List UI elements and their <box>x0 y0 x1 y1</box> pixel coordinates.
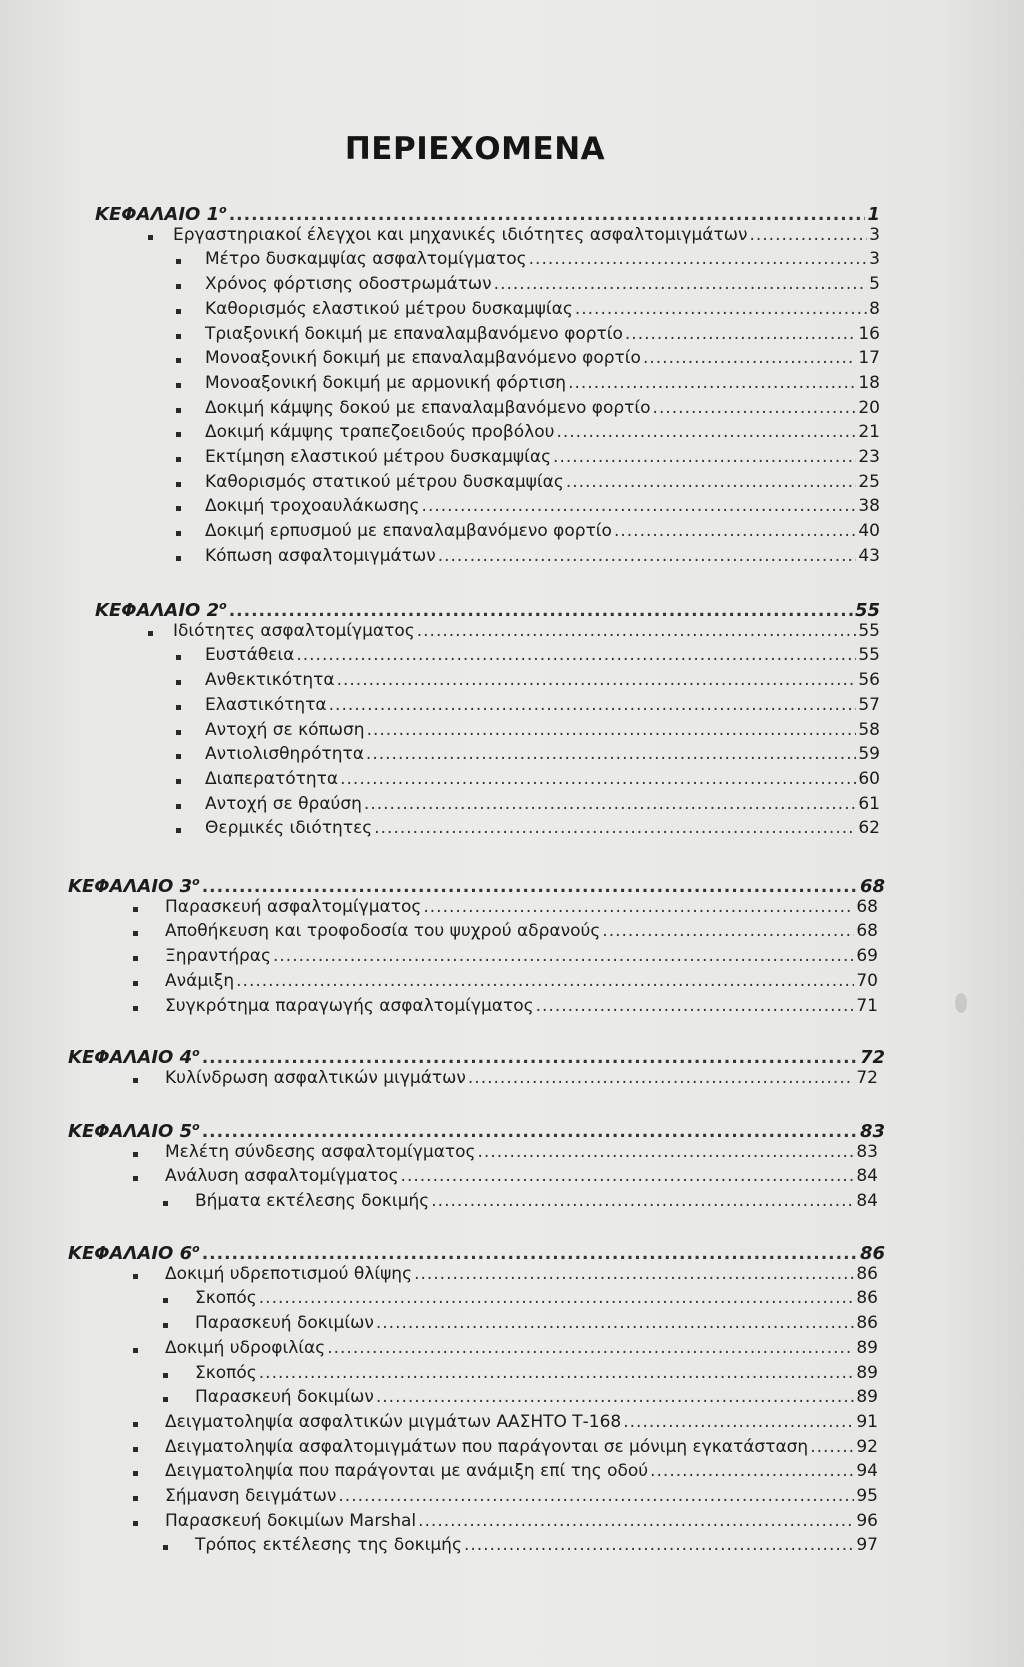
toc-entry-text: Δοκιμή υδρεποτισμού θλίψης <box>165 1263 413 1284</box>
bullet-icon <box>176 754 181 759</box>
bullet-icon <box>148 235 153 240</box>
chapter-heading[interactable] <box>68 1237 885 1264</box>
chapter-label-text: ΚΕΦΑΛΑΙΟ 3 <box>68 876 193 897</box>
toc-entry-text: Ευστάθεια <box>205 645 295 666</box>
leader-dots <box>478 1140 855 1164</box>
chapter-label-superscript: ο <box>192 1242 200 1255</box>
chapter-page-number: 1 <box>867 204 880 225</box>
bullet-icon <box>176 828 181 833</box>
toc-entry[interactable] <box>195 1385 878 1409</box>
bullet-icon <box>133 1078 138 1083</box>
toc-entry-page-number: 68 <box>856 896 878 917</box>
leader-dots <box>259 1361 855 1385</box>
toc-entry[interactable] <box>165 1262 878 1286</box>
toc-entry-text: Ανθεκτικότητα <box>205 670 335 691</box>
toc-entry-page-number: 55 <box>858 645 880 666</box>
bullet-icon <box>163 1323 168 1328</box>
bullet-icon <box>163 1201 168 1206</box>
bullet-icon <box>133 956 138 961</box>
toc-entry-page-number: 95 <box>856 1486 878 1506</box>
toc-entry[interactable] <box>205 643 880 667</box>
toc-entry-text: Ιδιότητες ασφαλτομίγματος <box>173 620 415 641</box>
leader-dots <box>364 792 856 816</box>
toc-entry[interactable] <box>205 816 880 840</box>
toc-entry-page-number: 72 <box>856 1067 878 1088</box>
toc-entry-page-number: 86 <box>856 1288 878 1309</box>
chapter-label-text: ΚΕΦΑΛΑΙΟ 1 <box>95 204 220 225</box>
leader-dots <box>376 1385 855 1409</box>
toc-entry-text: Δοκιμή κάμψης τραπεζοειδούς προβόλου <box>205 422 555 443</box>
chapter-page-number: 72 <box>859 1047 885 1068</box>
chapter-label-text: ΚΕΦΑΛΑΙΟ 5 <box>68 1121 193 1142</box>
chapter-heading[interactable] <box>95 198 880 225</box>
toc-entry-page-number: 5 <box>869 274 880 295</box>
toc-entry-text: Τριαξονική δοκιμή με επαναλαμβανόμενο φορτίο <box>205 323 623 344</box>
toc-entry-text: Μέτρο δυσκαμψίας ασφαλτομίγματος <box>205 249 527 270</box>
leader-dots <box>366 742 856 766</box>
leader-dots <box>464 1533 854 1557</box>
toc-entry[interactable] <box>195 1311 878 1335</box>
bullet-icon <box>176 358 181 363</box>
toc-entry[interactable] <box>205 718 880 742</box>
toc-entry-text: Παρασκευή δοκιμίων <box>195 1313 374 1334</box>
leader-dots <box>327 1336 854 1360</box>
leader-dots <box>553 445 856 469</box>
toc-entry-page-number: 60 <box>858 768 880 789</box>
toc-entry-page-number: 43 <box>858 545 880 566</box>
toc-entry-text: Δειγματοληψία ασφαλτικών μιγμάτων ΑΑΣΗΤΟ Τ-168 <box>165 1411 622 1432</box>
chapter-label-superscript: ο <box>192 875 200 888</box>
bullet-icon <box>163 1545 168 1550</box>
toc-entry-text: Παρασκευή δοκιμίων <box>195 1387 374 1408</box>
toc-entry[interactable] <box>165 1336 878 1360</box>
chapter-label-superscript: ο <box>219 599 227 612</box>
leader-dots <box>568 371 856 395</box>
leader-dots <box>494 272 868 296</box>
toc-entry[interactable] <box>205 792 880 816</box>
toc-entry[interactable] <box>165 1066 878 1090</box>
toc-entry[interactable] <box>165 1410 878 1434</box>
toc-entry-page-number: 86 <box>856 1313 878 1334</box>
toc-entry-page-number: 96 <box>856 1510 878 1531</box>
bullet-icon <box>176 531 181 536</box>
toc-entry[interactable] <box>205 693 880 717</box>
bullet-icon <box>148 631 153 636</box>
bullet-icon <box>176 556 181 561</box>
toc-entry[interactable] <box>205 494 880 518</box>
leader-dots <box>401 1164 855 1188</box>
leader-dots <box>614 519 856 543</box>
toc-entry[interactable] <box>205 767 880 791</box>
toc-entry[interactable] <box>165 944 878 968</box>
bullet-icon <box>133 1152 138 1157</box>
bullet-icon <box>133 1422 138 1427</box>
chapter-label-text: ΚΕΦΑΛΑΙΟ 6 <box>68 1243 193 1264</box>
leader-dots <box>374 816 856 840</box>
toc-entry[interactable] <box>205 544 880 568</box>
toc-entry[interactable] <box>205 371 880 395</box>
bullet-icon <box>133 1348 138 1353</box>
toc-entry-page-number: 68 <box>856 921 878 942</box>
bullet-icon <box>133 1274 138 1279</box>
toc-entry[interactable] <box>195 1361 878 1385</box>
toc-entry-text: Χρόνος φόρτισης οδοστρωμάτων <box>205 274 492 295</box>
leader-dots <box>575 297 867 321</box>
toc-entry-page-number: 84 <box>856 1166 878 1187</box>
toc-entry[interactable] <box>165 1140 878 1164</box>
chapter-page-number: 83 <box>859 1121 885 1142</box>
toc-entry-page-number: 20 <box>858 397 880 418</box>
toc-entry[interactable] <box>205 445 880 469</box>
bullet-icon <box>176 309 181 314</box>
leader-dots <box>749 223 867 247</box>
toc-entry-page-number: 89 <box>856 1387 878 1408</box>
toc-entry-page-number: 8 <box>869 298 880 319</box>
toc-entry-text: Ξηραντήρας <box>165 946 271 967</box>
toc-entry-text: Δοκιμή υδροφιλίας <box>165 1337 326 1358</box>
toc-entry-text: Θερμικές ιδιότητες <box>205 818 373 839</box>
toc-entry-text: Βήματα εκτέλεσης δοκιμής <box>195 1191 430 1212</box>
toc-entry-text: Δοκιμή ερπυσμού με επαναλαμβανόμενο φορτίο <box>205 521 612 542</box>
toc-entry-text: Μελέτη σύνδεσης ασφαλτομίγματος <box>165 1141 476 1162</box>
toc-entry-page-number: 61 <box>858 793 880 814</box>
chapter-label-superscript: ο <box>192 1120 200 1133</box>
leader-dots <box>338 1484 854 1508</box>
toc-entry-text: Ανάλυση ασφαλτομίγματος <box>165 1166 399 1187</box>
toc-entry-text: Καθορισμός στατικού μέτρου δυσκαμψίας <box>205 471 564 492</box>
bullet-icon <box>163 1397 168 1402</box>
bullet-icon <box>133 1176 138 1181</box>
leader-dots <box>625 322 856 346</box>
bullet-icon <box>133 1496 138 1501</box>
toc-entry[interactable] <box>165 919 878 943</box>
toc-entry[interactable] <box>165 1509 878 1533</box>
leader-dots <box>236 969 854 993</box>
bullet-icon <box>133 1521 138 1526</box>
toc-entry-text: Ελαστικότητα <box>205 694 327 715</box>
toc-entry-text: Εργαστηριακοί έλεγχοι και μηχανικές ιδιότητες ασφαλτομιγμάτων <box>173 224 748 245</box>
bullet-icon <box>176 779 181 784</box>
toc-entry[interactable] <box>195 1189 878 1213</box>
leader-dots <box>423 895 854 919</box>
toc-entry-page-number: 89 <box>856 1337 878 1358</box>
bullet-icon <box>176 804 181 809</box>
bullet-icon <box>176 284 181 289</box>
toc-entry-page-number: 91 <box>856 1411 878 1432</box>
toc-entry-page-number: 18 <box>858 372 880 393</box>
bullet-icon <box>176 383 181 388</box>
bullet-icon <box>176 482 181 487</box>
bullet-icon <box>176 680 181 685</box>
bullet-icon <box>133 981 138 986</box>
leader-dots <box>431 1189 854 1213</box>
leader-dots <box>556 420 856 444</box>
toc-entry-text: Μονοαξονική δοκιμή με επαναλαμβανόμενο φορτίο <box>205 348 641 369</box>
toc-entry[interactable] <box>205 470 880 494</box>
toc-entry-text: Αντιολισθηρότητα <box>205 744 364 765</box>
chapter-label-superscript: ο <box>219 203 227 216</box>
leader-dots <box>566 470 857 494</box>
leader-dots <box>367 718 857 742</box>
toc-entry-text: Παρασκευή δοκιμίων Marshal <box>165 1510 417 1531</box>
toc-entry-page-number: 23 <box>858 447 880 467</box>
toc-entry-page-number: 62 <box>858 818 880 839</box>
bullet-icon <box>133 1006 138 1011</box>
toc-entry-text: Αντοχή σε θραύση <box>205 793 362 814</box>
leader-dots <box>417 619 857 643</box>
bullet-icon <box>176 730 181 735</box>
chapter-heading[interactable] <box>95 594 880 621</box>
chapter-label-text: ΚΕΦΑΛΑΙΟ 4 <box>68 1047 193 1068</box>
toc-entry-page-number: 55 <box>858 620 880 641</box>
toc-entry[interactable] <box>173 619 880 643</box>
chapter-page-number: 68 <box>859 876 885 897</box>
leader-dots <box>340 767 856 791</box>
toc-entry[interactable] <box>205 346 880 370</box>
chapter-label-superscript: ο <box>192 1046 200 1059</box>
leader-dots <box>329 693 857 717</box>
bullet-icon <box>176 506 181 511</box>
toc-entry[interactable] <box>205 297 880 321</box>
chapter-heading[interactable] <box>68 1115 885 1142</box>
bullet-icon <box>176 259 181 264</box>
bullet-icon <box>176 334 181 339</box>
leader-dots <box>623 1410 854 1434</box>
toc-entry-text: Δοκιμή κάμψης δοκού με επαναλαμβανόμενο φορτίο <box>205 397 651 418</box>
leader-dots <box>468 1066 854 1090</box>
toc-entry-page-number: 97 <box>856 1535 878 1556</box>
toc-entry[interactable] <box>205 420 880 444</box>
toc-entry-page-number: 21 <box>858 422 880 443</box>
toc-entry-text: Σήμανση δειγμάτων <box>165 1486 337 1506</box>
toc-entry-page-number: 69 <box>856 946 878 967</box>
leader-dots <box>296 643 856 667</box>
leader-dots <box>653 396 857 420</box>
bullet-icon <box>133 907 138 912</box>
toc-entry[interactable] <box>165 1435 878 1459</box>
toc-entry[interactable] <box>165 1164 878 1188</box>
toc-entry-page-number: 92 <box>856 1436 878 1457</box>
toc-entry-page-number: 57 <box>858 694 880 715</box>
toc-entry-page-number: 84 <box>856 1191 878 1212</box>
toc-entry-page-number: 71 <box>856 995 878 1016</box>
toc-entry-page-number: 25 <box>858 471 880 492</box>
toc-entry-text: Διαπερατότητα <box>205 768 339 789</box>
toc-entry[interactable] <box>165 1459 878 1483</box>
chapter-page-number: 55 <box>854 600 880 621</box>
leader-dots <box>414 1262 854 1286</box>
toc-entry[interactable] <box>165 1484 878 1508</box>
bullet-icon <box>163 1373 168 1378</box>
toc-entry-text: Αντοχή σε κόπωση <box>205 719 365 740</box>
toc-entry-page-number: 40 <box>858 521 880 542</box>
toc-entry-text: Παρασκευή ασφαλτομίγματος <box>165 896 422 917</box>
toc-entry[interactable] <box>205 272 880 296</box>
toc-entry-text: Ανάμιξη <box>165 970 235 991</box>
toc-entry-page-number: 89 <box>856 1362 878 1383</box>
toc-entry[interactable] <box>205 322 880 346</box>
toc-entry-page-number: 83 <box>856 1141 878 1162</box>
toc-entry-page-number: 58 <box>858 719 880 740</box>
toc-entry-text: Κυλίνδρωση ασφαλτικών μιγμάτων <box>165 1067 466 1088</box>
toc-entry-text: Σκοπός <box>195 1288 257 1309</box>
toc-entry[interactable] <box>195 1286 878 1310</box>
bullet-icon <box>163 1298 168 1303</box>
toc-entry[interactable] <box>165 969 878 993</box>
toc-entry-page-number: 94 <box>856 1461 878 1482</box>
toc-entry-text: Δειγματοληψία ασφαλτομιγμάτων που παράγονται σε μόνιμη εγκατάσταση <box>165 1436 809 1457</box>
leader-dots <box>376 1311 855 1335</box>
bullet-icon <box>133 931 138 936</box>
bullet-icon <box>133 1471 138 1476</box>
leader-dots <box>810 1435 854 1459</box>
toc-entry-page-number: 3 <box>869 249 880 270</box>
toc-entry[interactable] <box>205 742 880 766</box>
toc-entry[interactable] <box>205 396 880 420</box>
leader-dots <box>273 944 854 968</box>
leader-dots <box>438 544 857 568</box>
toc-entry[interactable] <box>195 1533 878 1557</box>
scan-smudge <box>955 993 967 1013</box>
chapter-heading[interactable] <box>68 870 885 897</box>
toc-entry[interactable] <box>205 519 880 543</box>
toc-entry-page-number: 86 <box>856 1263 878 1284</box>
toc-entry-text: Σκοπός <box>195 1362 257 1383</box>
leader-dots <box>529 247 868 271</box>
leader-dots <box>536 994 855 1018</box>
toc-entry-page-number: 38 <box>858 496 880 517</box>
leader-dots <box>643 346 856 370</box>
toc-entry[interactable] <box>165 895 878 919</box>
toc-entry-text: Δοκιμή τροχοαυλάκωσης <box>205 496 420 517</box>
chapter-label-text: ΚΕΦΑΛΑΙΟ 2 <box>95 600 220 621</box>
bullet-icon <box>176 432 181 437</box>
toc-entry-page-number: 56 <box>858 670 880 691</box>
leader-dots <box>422 494 857 518</box>
toc-entry-page-number: 16 <box>858 323 880 344</box>
chapter-page-number: 86 <box>859 1243 885 1264</box>
toc-entry-text: Καθορισμός ελαστικού μέτρου δυσκαμψίας <box>205 298 573 319</box>
toc-entry[interactable] <box>205 247 880 271</box>
toc-entry-text: Τρόπος εκτέλεσης της δοκιμής <box>195 1535 462 1556</box>
toc-entry-text: Κόπωση ασφαλτομιγμάτων <box>205 545 436 566</box>
bullet-icon <box>176 408 181 413</box>
toc-entry-text: Δειγματοληψία που παράγονται με ανάμιξη επί της οδού <box>165 1461 649 1482</box>
leader-dots <box>259 1286 855 1310</box>
leader-dots <box>602 919 854 943</box>
bullet-icon <box>176 655 181 660</box>
leader-dots <box>337 668 857 692</box>
toc-entry-page-number: 17 <box>858 348 880 369</box>
toc-entry-text: Αποθήκευση και τροφοδοσία του ψυχρού αδρανούς <box>165 921 601 942</box>
chapter-heading[interactable] <box>68 1041 885 1068</box>
toc-entry-text: Συγκρότημα παραγωγής ασφαλτομίγματος <box>165 995 534 1016</box>
toc-entry-text: Μονοαξονική δοκιμή με αρμονική φόρτιση <box>205 372 567 393</box>
toc-entry-page-number: 70 <box>856 970 878 991</box>
page-title: ΠΕΡΙΕΧΟΜΕΝΑ <box>344 131 606 167</box>
toc-entry[interactable] <box>165 994 878 1018</box>
toc-entry-text: Εκτίμηση ελαστικού μέτρου δυσκαμψίας <box>205 447 552 467</box>
bullet-icon <box>176 705 181 710</box>
toc-entry-page-number: 59 <box>858 744 880 765</box>
leader-dots <box>650 1459 854 1483</box>
bullet-icon <box>176 457 181 462</box>
toc-entry[interactable] <box>173 223 880 247</box>
toc-entry-page-number: 3 <box>869 224 880 245</box>
bullet-icon <box>133 1447 138 1452</box>
leader-dots <box>418 1509 854 1533</box>
toc-entry[interactable] <box>205 668 880 692</box>
